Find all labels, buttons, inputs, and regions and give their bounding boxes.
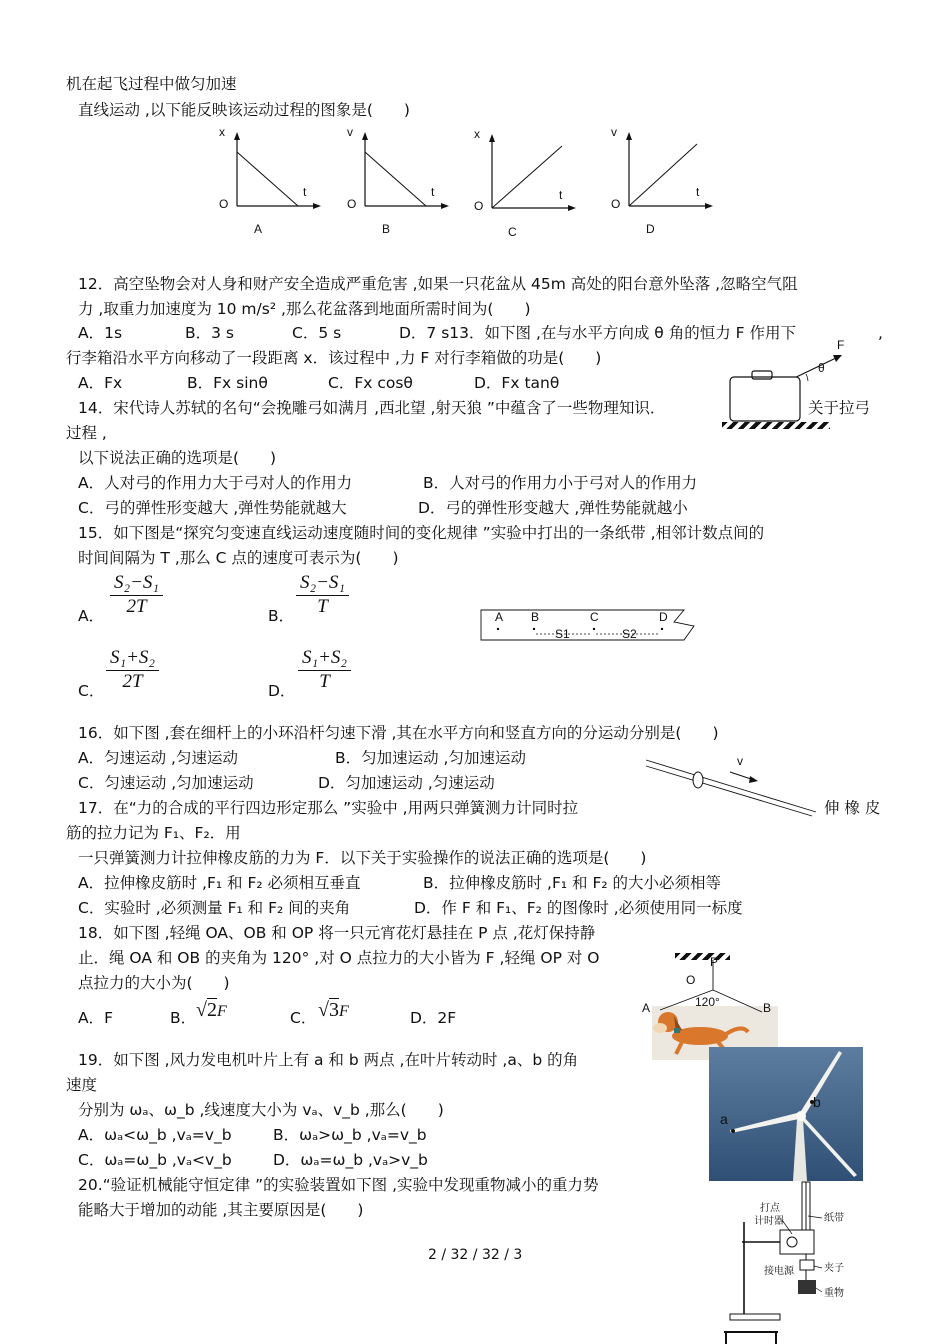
option-b: B．ωₐ>ω_b ,vₐ=v_b <box>273 1126 427 1144</box>
page-footer: 2 / 32 / 32 / 3 <box>428 1247 523 1263</box>
rod-ring-figure <box>640 750 825 820</box>
option-b: B．人对弓的作用力小于弓对人的作用力 <box>423 474 698 492</box>
text-line: , <box>878 324 883 342</box>
svg-text:S2: S2 <box>622 627 637 641</box>
svg-text:F: F <box>837 338 845 352</box>
graph-a <box>215 120 330 240</box>
text-line: 点拉力的大小为( ) <box>78 974 230 992</box>
option-a: A．Fx <box>78 374 123 392</box>
option-d: D． <box>268 682 296 700</box>
svg-text:v: v <box>611 125 617 139</box>
svg-text:P: P <box>710 955 719 969</box>
text-line: 伸 橡 皮 <box>824 799 881 817</box>
fraction-c: $\frac{\text{S₁+S₂}}{2T}$ <box>106 646 159 693</box>
svg-text:A: A <box>254 222 263 236</box>
wind-turbine-photo <box>709 1047 863 1181</box>
option-d: D．2F <box>410 1009 457 1027</box>
fraction-d: $\frac{\text{S₁+S₂}}{T}$ <box>298 646 351 693</box>
option-b: B．拉伸橡皮筋时 ,F₁ 和 F₂ 的大小必须相等 <box>423 874 722 892</box>
option-a: A．人对弓的作用力大于弓对人的作用力 <box>78 474 353 492</box>
svg-text:C: C <box>508 225 517 239</box>
option-a: A．F <box>78 1009 114 1027</box>
option-c: C． <box>78 682 105 700</box>
svg-text:t: t <box>559 188 563 202</box>
svg-text:O: O <box>219 197 229 211</box>
text-line: 机在起飞过程中做匀加速 <box>66 75 237 93</box>
svg-text:S1: S1 <box>555 627 570 641</box>
option-b: B．3 s <box>185 324 234 342</box>
option-c: C．弓的弹性形变越大 ,弹性势能就越大 <box>78 499 347 517</box>
question-11-stem: 直线运动 ,以下能反映该运动过程的图象是( ) <box>78 101 410 119</box>
option-d: D．ωₐ=ω_b ,vₐ>v_b <box>273 1151 428 1169</box>
svg-text:θ: θ <box>818 361 825 375</box>
svg-text:O: O <box>611 197 621 211</box>
question-17-stem: 17．在“力的合成的平行四边形定那么 ”实验中 ,用两只弹簧测力计同时拉 <box>78 799 579 817</box>
svg-text:O: O <box>347 197 357 211</box>
svg-text:B: B <box>763 1001 772 1015</box>
ground-hatch <box>722 422 830 429</box>
option-c: C．5 s <box>292 324 342 342</box>
svg-text:打点: 打点 <box>760 1203 780 1214</box>
svg-text:B: B <box>382 222 391 236</box>
question-16-stem: 16．如下图 ,套在细杆上的小环沿杆匀速下滑 ,其在水平方向和竖直方向的分运动分别是( ) <box>78 724 719 742</box>
option-c: C．匀速运动 ,匀加速运动 <box>78 774 254 792</box>
svg-text:t: t <box>303 185 307 199</box>
svg-text:a: a <box>720 1111 728 1127</box>
question-18-stem: 18．如下图 ,轻绳 OA、OB 和 OP 将一只元宵花灯悬挂在 P 点 ,花灯保持静 <box>78 924 596 942</box>
option-d: D．作 F 和 F₁、F₂ 的图像时 ,必须使用同一标度 <box>414 899 743 917</box>
option-c: C．Fx cosθ <box>328 374 413 392</box>
text-line: 行李箱沿水平方向移动了一段距离 x．该过程中 ,力 F 对行李箱做的功是( ) <box>66 349 602 367</box>
sqrt-2-f: √2F <box>196 999 227 1021</box>
svg-text:t: t <box>431 185 435 199</box>
svg-text:接电源: 接电源 <box>764 1266 794 1277</box>
paper-tape-figure <box>476 604 701 654</box>
text-line: 力 ,取重力加速度为 10 m/s² ,那么花盆落到地面所需时间为( ) <box>78 300 531 318</box>
svg-text:v: v <box>347 125 353 139</box>
svg-text:A: A <box>495 610 504 624</box>
text-line: 分别为 ωₐ、ω_b ,线速度大小为 vₐ、v_b ,那么( ) <box>78 1101 444 1119</box>
svg-text:A: A <box>642 1001 651 1015</box>
option-d: D．Fx tanθ <box>474 374 560 392</box>
question-15-stem: 15．如下图是“探究匀变速直线运动速度随时间的变化规律 ”实验中打出的一条纸带 ,相邻计数点间的 <box>78 524 765 542</box>
option-a: A．匀速运动 ,匀速运动 <box>78 749 238 767</box>
fraction-b: $\frac{\text{S₂−S₁}}{T}$ <box>296 571 349 618</box>
text-line: 时间间隔为 T ,那么 C 点的速度可表示为( ) <box>78 549 399 567</box>
question-14-stem: 14．宋代诗人苏轼的名句“会挽雕弓如满月 ,西北望 ,射天狼 ”中蕴含了一些物理知识． <box>78 399 666 417</box>
svg-text:O: O <box>686 973 696 987</box>
svg-text:计时器: 计时器 <box>754 1216 784 1227</box>
option-a: A．ωₐ<ω_b ,vₐ=v_b <box>78 1126 232 1144</box>
option-c: C．实验时 ,必须测量 F₁ 和 F₂ 间的夹角 <box>78 899 351 917</box>
text-line: 能略大于增加的动能 ,其主要原因是( ) <box>78 1201 364 1219</box>
text-line: 一只弹簧测力计拉伸橡皮筋的力为 F．以下关于实验操作的说法正确的选项是( ) <box>78 849 647 867</box>
question-12-stem: 12．高空坠物会对人身和财产安全造成严重危害 ,如果一只花盆从 45m 高处的阳台意外坠落 ,忽略空气阻 <box>78 275 798 293</box>
svg-text:t: t <box>696 185 700 199</box>
graph-c <box>470 122 585 242</box>
option-d: D．匀加速运动 ,匀速运动 <box>318 774 495 792</box>
text-line: 速度 <box>66 1076 98 1094</box>
graph-d <box>607 120 722 240</box>
option-c: C．ωₐ=ω_b ,vₐ<v_b <box>78 1151 232 1169</box>
text-line: 以下说法正确的选项是( ) <box>78 449 277 467</box>
svg-text:b: b <box>813 1094 821 1110</box>
option-d-and-question-13: D．7 s13．如下图 ,在与水平方向成 θ 角的恒力 F 作用下 <box>399 324 796 342</box>
option-a: A． <box>78 607 105 625</box>
free-fall-apparatus <box>720 1182 880 1344</box>
text-line: 过程 , <box>66 424 107 442</box>
svg-text:重物: 重物 <box>824 1288 844 1299</box>
svg-text:D: D <box>659 610 668 624</box>
svg-text:x: x <box>219 125 225 139</box>
option-b: B．Fx sinθ <box>187 374 268 392</box>
svg-text:120°: 120° <box>695 995 720 1009</box>
text-line: 筋的拉力记为 F₁、F₂．用 <box>66 824 241 842</box>
text-line: 关于拉弓 <box>808 399 871 417</box>
option-b: B． <box>170 1009 197 1027</box>
svg-text:x: x <box>474 127 480 141</box>
svg-text:O: O <box>474 199 484 213</box>
suitcase-figure <box>720 335 850 435</box>
text-line: 止．绳 OA 和 OB 的夹角为 120° ,对 O 点拉力的大小皆为 F ,轻绳 OP 对 O <box>78 949 600 967</box>
option-c: C． <box>290 1009 317 1027</box>
option-a: A．拉伸橡皮筋时 ,F₁ 和 F₂ 必须相互垂直 <box>78 874 361 892</box>
question-20-stem: 20.“验证机械能守恒定律 ”的实验装置如下图 ,实验中发现重物减小的重力势 <box>78 1176 599 1194</box>
svg-text:B: B <box>531 610 540 624</box>
option-a: A．1s <box>78 324 123 342</box>
sqrt-3-f: √3F <box>318 999 349 1021</box>
graph-b <box>343 120 458 240</box>
svg-text:夹子: 夹子 <box>824 1263 844 1274</box>
option-b: B． <box>268 607 295 625</box>
svg-text:D: D <box>646 222 655 236</box>
fraction-a: $\frac{\text{S₂−S₁}}{2T}$ <box>110 571 163 618</box>
option-b: B．匀加速运动 ,匀加速运动 <box>335 749 526 767</box>
svg-text:v: v <box>737 754 743 768</box>
question-19-stem: 19．如下图 ,风力发电机叶片上有 a 和 b 两点 ,在叶片转动时 ,a、b 的角 <box>78 1051 579 1069</box>
option-d: D．弓的弹性形变越大 ,弹性势能就越小 <box>418 499 688 517</box>
svg-text:纸带: 纸带 <box>824 1213 844 1224</box>
svg-text:C: C <box>590 610 599 624</box>
